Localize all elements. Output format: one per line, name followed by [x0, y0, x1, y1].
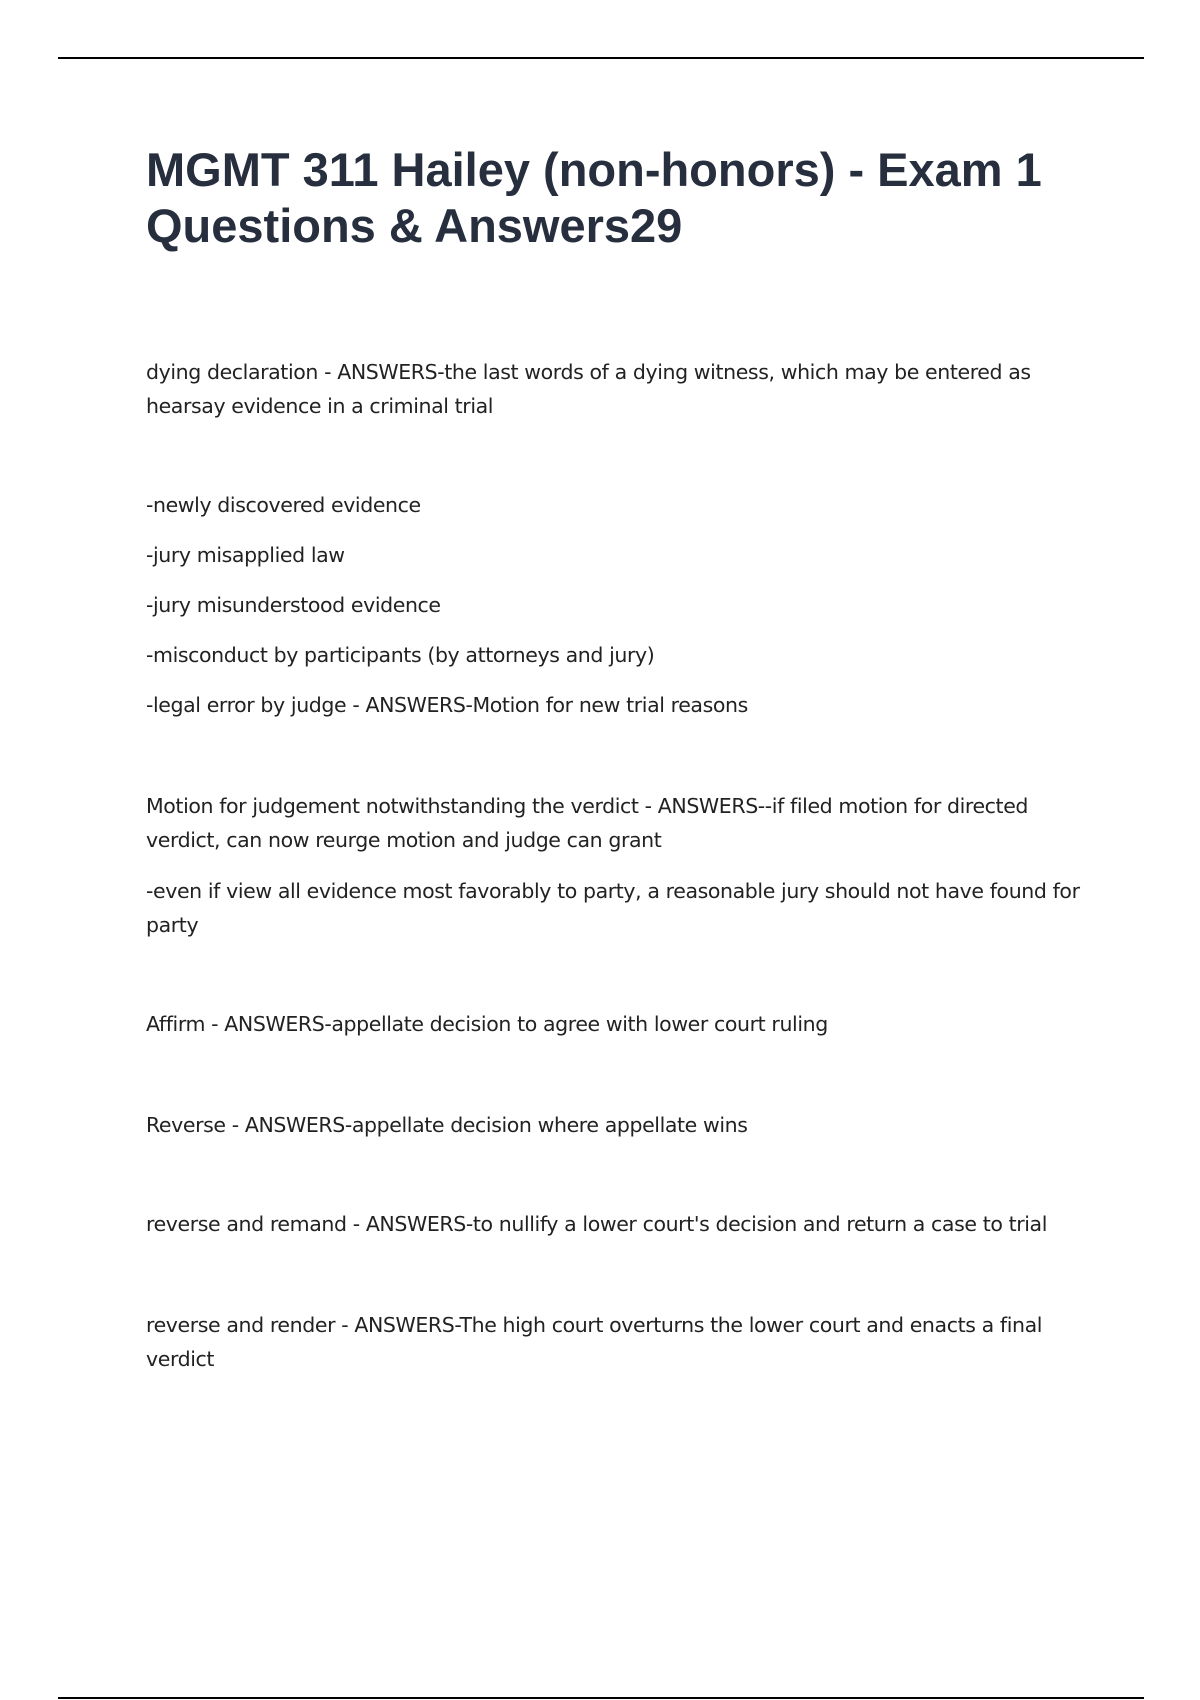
list-item-jury-misapplied: -jury misapplied law	[146, 543, 345, 567]
bottom-rule	[58, 1697, 1144, 1699]
document-title: MGMT 311 Hailey (non-honors) - Exam 1 Questions & Answers29	[146, 143, 1042, 252]
list-item-jury-misunderstood: -jury misunderstood evidence	[146, 593, 441, 617]
qa-motion-jnov-continued: -even if view all evidence most favorably to party, a reasonable jury should not have found for party	[146, 879, 1080, 937]
top-rule	[58, 57, 1144, 59]
list-item-misconduct: -misconduct by participants (by attorneys and jury)	[146, 643, 655, 667]
list-item-newly-discovered: -newly discovered evidence	[146, 493, 421, 517]
qa-reverse-and-render: reverse and render - ANSWERS-The high court overturns the lower court and enacts a final verdict	[146, 1313, 1043, 1371]
qa-motion-jnov: Motion for judgement notwithstanding the verdict - ANSWERS--if filed motion for directed verdict, can now reurge motion and judge can grant	[146, 794, 1029, 852]
qa-dying-declaration: dying declaration - ANSWERS-the last words of a dying witness, which may be entered as hearsay evidence in a criminal trial	[146, 360, 1031, 418]
qa-reverse-and-remand: reverse and remand - ANSWERS-to nullify a lower court's decision and return a case to trial	[146, 1212, 1048, 1236]
qa-motion-new-trial: -legal error by judge - ANSWERS-Motion for new trial reasons	[146, 693, 748, 717]
qa-affirm: Affirm - ANSWERS-appellate decision to agree with lower court ruling	[146, 1012, 828, 1036]
qa-reverse: Reverse - ANSWERS-appellate decision where appellate wins	[146, 1113, 748, 1137]
